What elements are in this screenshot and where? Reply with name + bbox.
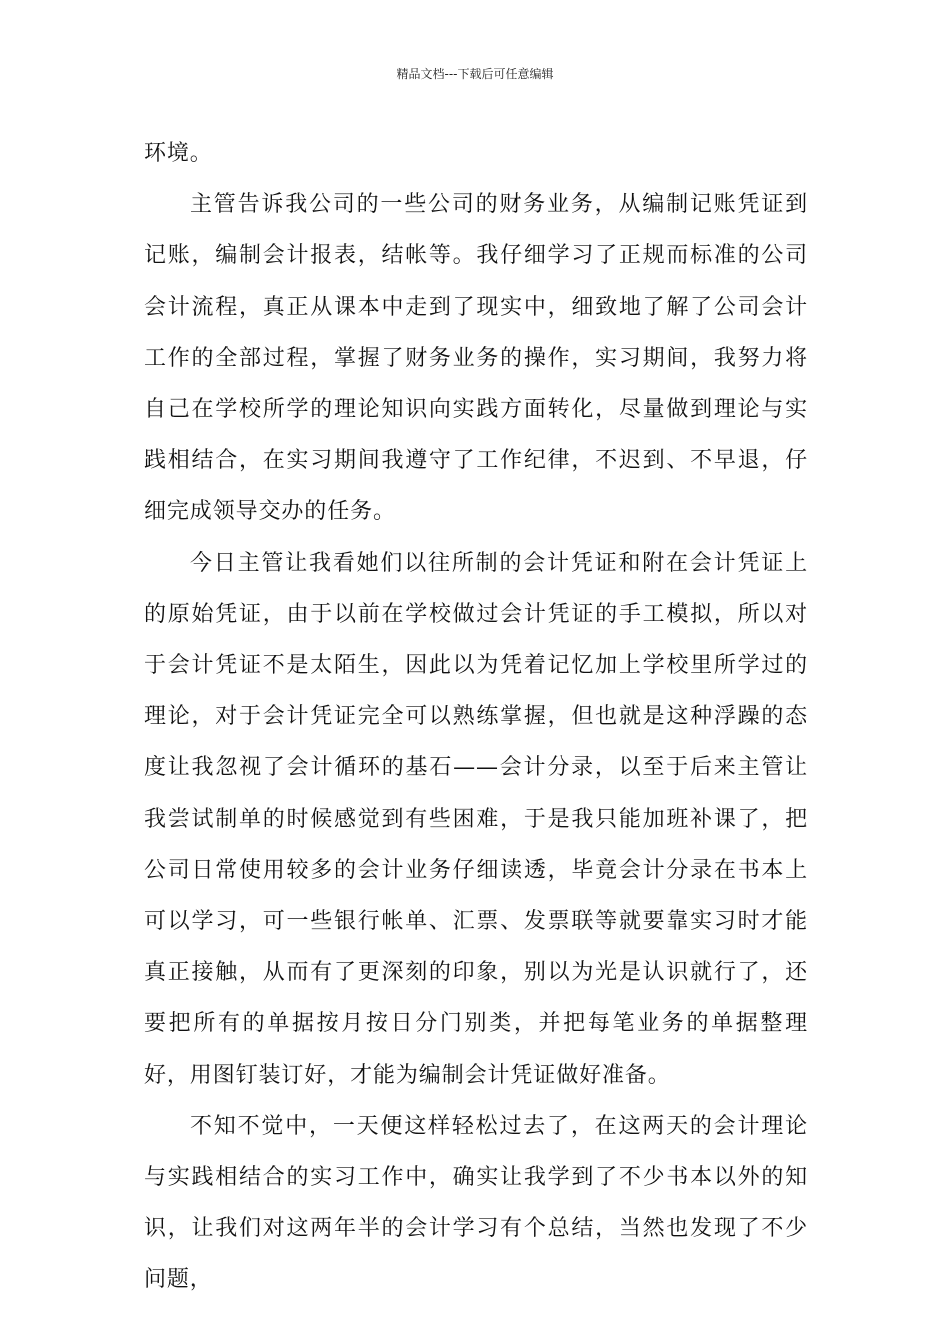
paragraph-supervisor-intro: 主管告诉我公司的一些公司的财务业务，从编制记账凭证到记账，编制会计报表，结帐等。我仔细学习了正规而标准的公司会计流程，真正从课本中走到了现实中，细致地了解了公司会计工作的全部过程，掌握了财务业务的操作，实习期间，我努力将自己在学校所学的理论知识向实践方面转化，尽量做到理论与实践相结合，在实习期间我遵守了工作纪律，不迟到、不早退，仔细完成领导交办的任务。	[144, 192, 808, 525]
paragraph-summary: 不知不觉中，一天便这样轻松过去了，在这两天的会计理论与实践相结合的实习工作中，确实让我学到了不少书本以外的知识，让我们对这两年半的会计学习有个总结，当然也发现了不少问题，	[144, 1113, 808, 1293]
document-body	[144, 128, 808, 1306]
page-header: 精品文档---下载后可任意编辑	[396, 67, 554, 81]
paragraph-continuation: 环境。	[144, 141, 213, 166]
paragraph-voucher-practice: 今日主管让我看她们以往所制的会计凭证和附在会计凭证上的原始凭证，由于以前在学校做过会计凭证的手工模拟，所以对于会计凭证不是太陌生，因此以为凭着记忆加上学校里所学过的理论，对于会计凭证完全可以熟练掌握，但也就是这种浮躁的态度让我忽视了会计循环的基石——会计分录，以至于后来主管让我尝试制单的时候感觉到有些困难，于是我只能加班补课了，把公司日常使用较多的会计业务仔细读透，毕竟会计分录在书本上可以学习，可一些银行帐单、汇票、发票联等就要靠实习时才能真正接触，从而有了更深刻的印象，别以为光是认识就行了，还要把所有的单据按月按日分门别类，并把每笔业务的单据整理好，用图钉装订好，才能为编制会计凭证做好准备。	[144, 550, 808, 1088]
